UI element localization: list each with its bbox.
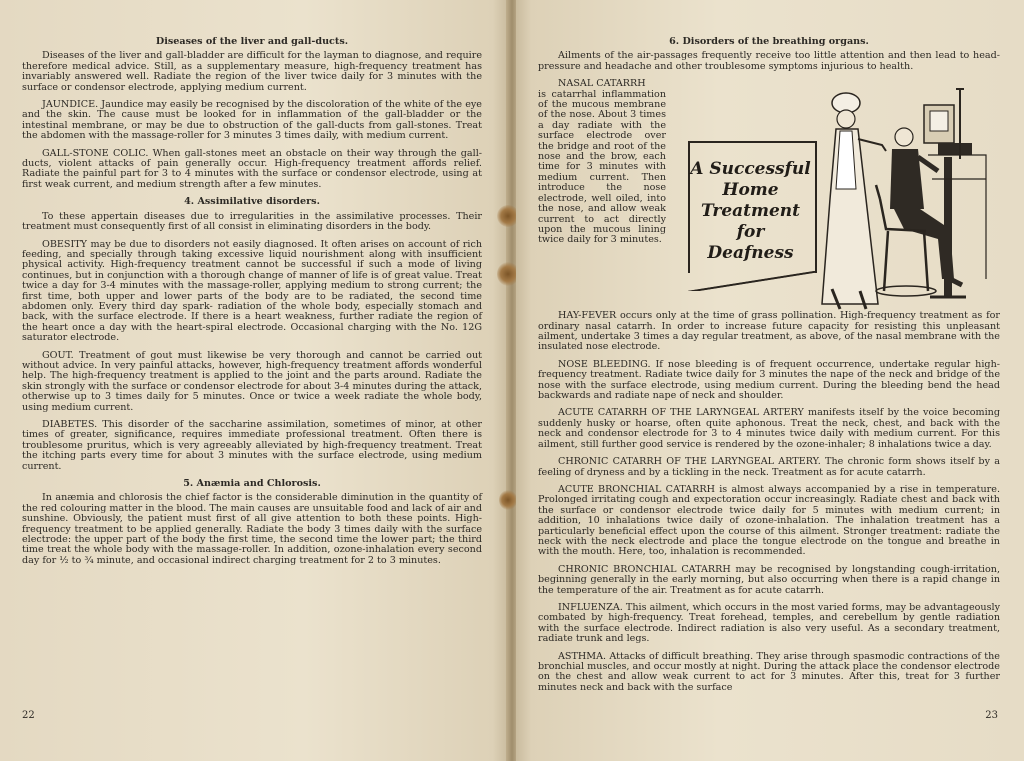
paragraph: CHRONIC BRONCHIAL CATARRH may be recognised by longstanding cough-irritation, beginning generally in the early morning, but also occurring when there is a rapid change in the temperature of the air. Treatment as for acute catarrh. — [538, 563, 1000, 596]
left-column — [22, 37, 482, 573]
paragraph: ACUTE CATARRH OF THE LARYNGEAL ARTERY manifests itself by the voice becoming suddenly husky or hoarse, often quite aphonous. Treat the neck, chest, and back with the neck and condensor electrode for 3 to 4 minutes twice daily with medium current. For this ailment, still further good service is rendered by the ozone-inhaler; 8 inhalations twice a day. — [538, 407, 1000, 450]
page-number-right: 23 — [985, 710, 998, 721]
page-number-left: 22 — [22, 710, 35, 721]
nasal-catarrh-title: NASAL CATARRH — [558, 78, 646, 90]
paragraph: Ailments of the air-passages frequently receive too little attention and then lead to head-pressure and headache and other troublesome symptoms injurious to health. — [538, 50, 1000, 72]
paragraph: INFLUENZA. This ailment, which occurs in the most varied forms, may be advantageously combated by high-frequency. Treat forehead, temples, and cerebellum by gentle radiation with the surface electrode. Indirect radiation is also very useful. As a secondary treatment, radiate trunk and legs. — [538, 601, 1000, 645]
paragraph: GALL-STONE COLIC. When gall-stones meet an obstacle on their way through the gall-ducts, violent attacks of pain generally occur. High-frequency treatment affords relief. Radiate the painful part for 3 to 4 minutes with the surface or condensor electrode, using at first weak current, and medium strength after a few minutes. — [22, 147, 482, 190]
paragraph: HAY-FEVER occurs only at the time of grass pollination. High-frequency treatment as for ordinary nasal catarrh. In order to increase future capacity for resisting this unpleasant ailment, undertake 3 times a day regular treatment, as above, of the nasal membrane with the insulated nose electrode. — [538, 310, 1000, 353]
paragraph: GOUT. Treatment of gout must likewise be very thorough and cannot be carried out without advice. In very painful attacks, however, high-frequency treatment affords wonderful help. The high-frequency treatment is applied to the joint and the parts around. Radiate the skin strongly with the surface or condensor electrode for about 3-4 minutes during the attack, otherwise up to 3 times daily for 5 minutes. Once or twice a week radiate the whole body, using medium current. — [22, 349, 482, 413]
binding-stain — [499, 490, 517, 510]
paragraph: NOSE BLEEDING. If nose bleeding is of frequent occurrence, undertake regular high-frequency treatment. Radiate twice daily for 3 minutes the nape of the neck and bridge of the nose with the surface electrode, using medium current. During the bleeding bend the head backwards and radiate nape of neck and shoulder. — [538, 358, 1000, 402]
left-page — [0, 0, 508, 761]
deafness-advert — [672, 79, 1000, 311]
nasal-catarrh-column — [538, 79, 672, 311]
right-page — [516, 0, 1024, 761]
advert-text — [688, 159, 813, 264]
paragraph: ACUTE BRONCHIAL CATARRH is almost always accompanied by a rise in temperature. Prolonged irritating cough and expectoration occur increasingly. Radiate chest and back with the surface or condensor electrode twice daily for 5 minutes with medium current; in addition, 10 inhalations twice daily of ozone-inhalation. The inhalation treatment has a particularly beneficial effect upon the course of this ailment. Stronger treatment: radiate the neck with the neck electrode and place the tongue electrode on the tongue and breathe in with the mouth. Here, too, inhalation is recommended. — [538, 483, 1000, 558]
paragraph: OBESITY may be due to disorders not easily diagnosed. It often arises on account of rich feeding, and specially through taking excessive liquid nourishment along with insufficient physical activity. High-frequency treatment cannot be successful if such a mode of living continues, but in conjunction with a thorough change of manner of life is of great value. Treat twice a day for 3-4 minutes with the massage-roller, applying medium to strong current; the first time, both upper and lower parts of the body are to be radiated, the second time abdomen only. Every third day spark- radiation of the whole body, especially stomach and back, with the surface electrode. If there is a heart weakness, further radiate the region of the heart once a day with the heart-spiral electrode. Occasional charging with the No. 12G saturator electrode. — [22, 238, 482, 344]
paragraph: CHRONIC CATARRH OF THE LARYNGEAL ARTERY. The chronic form shows itself by a feeling of dryness and by a tickling in the neck. Treatment as for acute catarrh. — [538, 456, 1000, 478]
section-heading-anaemia: 5. Anæmia and Chlorosis. — [183, 478, 321, 490]
advert-line: A Successful — [690, 159, 811, 180]
advert-line: Treatment — [700, 201, 801, 222]
advert-line: Home — [722, 180, 779, 201]
advert-line: Deafness — [707, 243, 794, 264]
section-heading-liver: Diseases of the liver and gall-ducts. — [155, 36, 349, 47]
paragraph: DIABETES. This disorder of the saccharine assimilation, sometimes of minor, at other times of greater, significance, requires immediate professional treatment. Often there is troublesome pruritus, which is very agreeably alleviated by high-frequency treatment. Treat the itching parts every time for about 3 minutes with the surface electrode, using medium current. — [22, 419, 482, 472]
paragraph: To these appertain diseases due to irregularities in the assimilative processes. Their treatment must consequently first of all consist in eliminating disorders in the body. — [22, 210, 482, 233]
paragraph: In anæmia and chlorosis the chief factor is the considerable diminution in the quantity of the red colouring matter in the blood. The main causes are unsuitable food and lack of air and sunshine. Obviously, the patient must first of all give attention to both these points. High-frequency treatment to be applied generally. Radiate the body 3 times daily with the surface electrode: the upper part of the body the first time, the second time the lower part; the third time treat the whole body with the massage-roller. In addition, ozone-inhalation every second day for ½ to ¾ minute, and occasional indirect charging treatment for 2 to 3 minutes. — [22, 492, 482, 566]
right-column — [538, 37, 1000, 700]
paragraph: ASTHMA. Attacks of difficult breathing. They arise through spasmodic contractions of the bronchial muscles, and occur mostly at night. During the attack place the condensor electrode on the chest and allow weak current to act for 3 minutes. After this, treat for 3 further minutes neck and back with the surface — [538, 650, 1000, 693]
section-heading-breathing: 6. Disorders of the breathing organs. — [669, 36, 869, 47]
nasal-catarrh-with-advert — [538, 79, 1000, 311]
section-heading-assimilative: 4. Assimilative disorders. — [184, 196, 320, 208]
nurse-and-patient-illustration — [800, 79, 1000, 311]
advert-line: for — [736, 222, 765, 243]
paragraph: Diseases of the liver and gall-bladder are difficult for the layman to diagnose, and require therefore medical advice. Still, as a supplementary measure, high-frequency treatment has invariably answered well. Radiate the region of the liver twice daily for 3 minutes with the surface or condensor electrode, applying medium current. — [22, 50, 482, 93]
paragraph: JAUNDICE. Jaundice may easily be recognised by the discoloration of the white of the eye and the skin. The cause must be looked for in inflammation of the gall-bladder or the intestinal membrane, or may be due to obstruction of the gall-ducts from gall-stones. Treat the abdomen with the massage-roller for 3 minutes 3 times daily, with medium current. — [22, 99, 482, 142]
nasal-catarrh-body: is catarrhal inflammation of the mucous membrane of the nose. About 3 times a day radiate with the surface electrode over the bridge and root of the nose and the brow, each time for 3 minutes with medium current. Then introduce the nose electrode, well oiled, into the nose, and allow weak current to act directly upon the mucous lining twice daily for 3 minutes. — [538, 88, 666, 246]
